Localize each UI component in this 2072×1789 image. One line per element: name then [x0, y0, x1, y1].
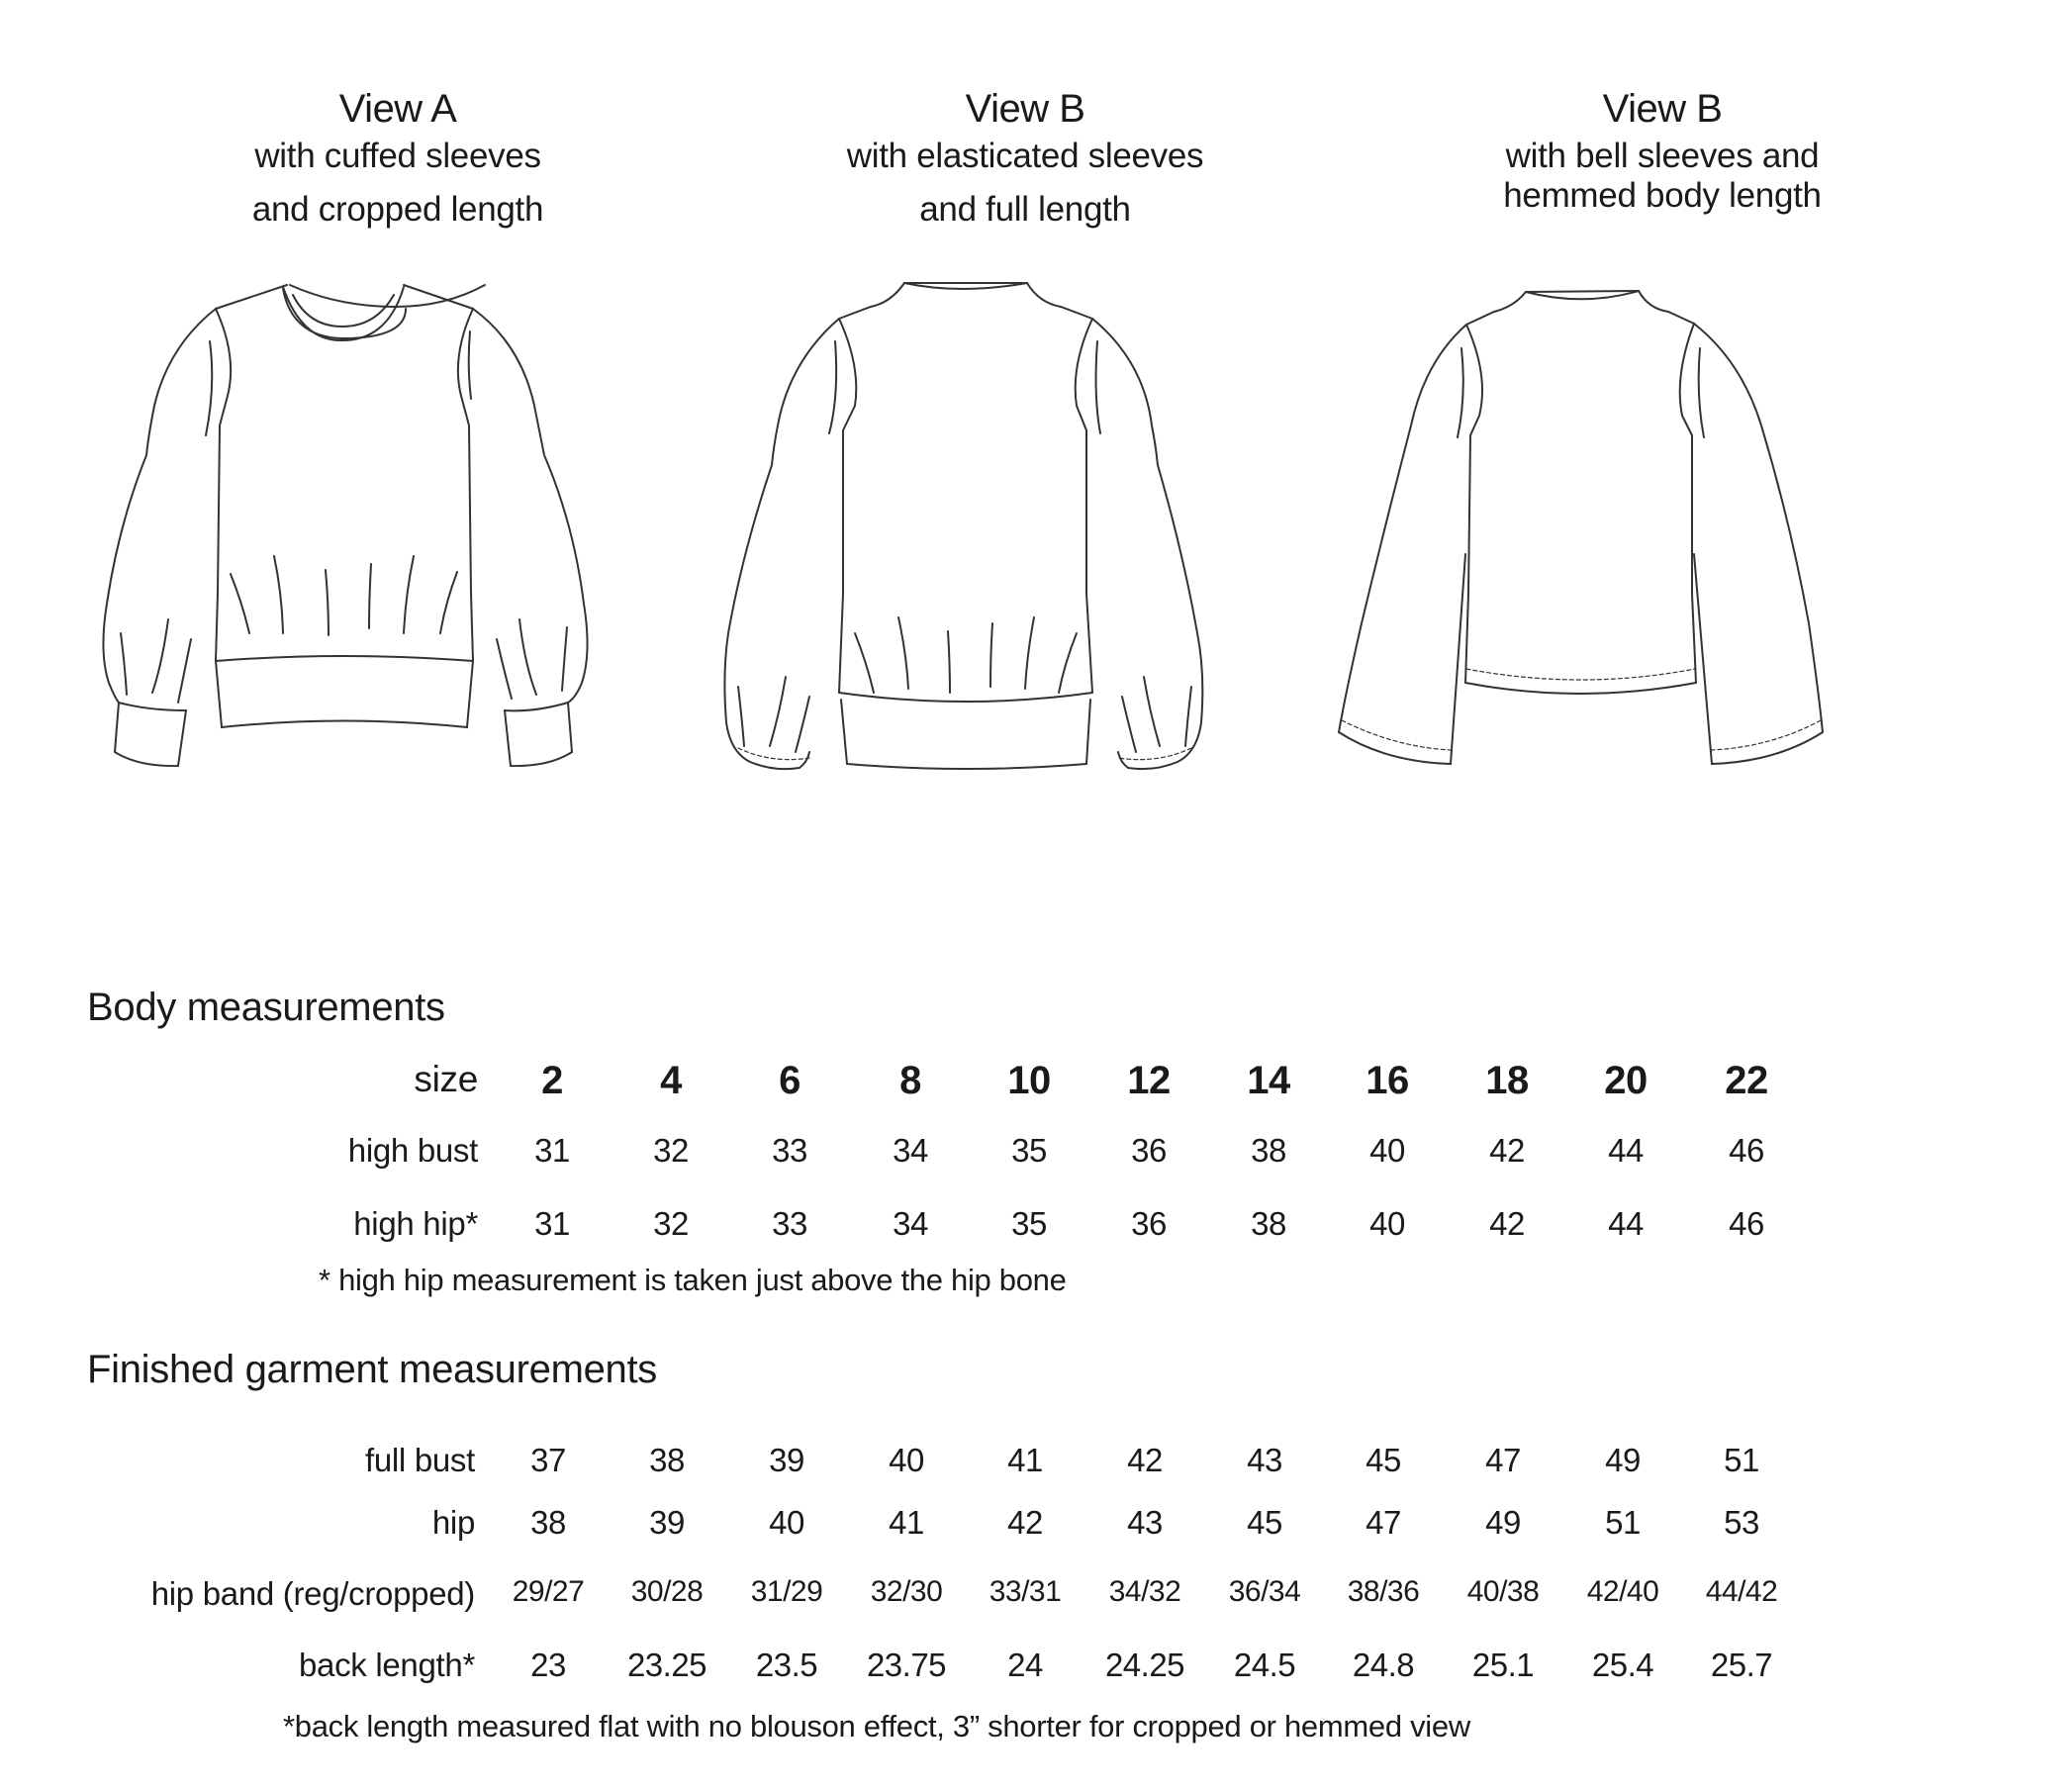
value-cell: 42 [1007, 1504, 1043, 1541]
value-cell: 23.5 [755, 1647, 818, 1683]
value-cell: 47 [1485, 1442, 1521, 1478]
value-cell: 51 [1605, 1504, 1641, 1541]
value-cell: 36 [1131, 1205, 1167, 1242]
size-cell: 14 [1247, 1059, 1290, 1102]
value-cell: 49 [1485, 1504, 1521, 1541]
value-cell: 24.5 [1233, 1647, 1296, 1683]
value-cell: 37 [530, 1442, 566, 1478]
value-cell: 24 [1007, 1647, 1043, 1683]
value-cell: 42/40 [1586, 1575, 1659, 1608]
size-cell: 16 [1366, 1059, 1409, 1102]
size-cell: 22 [1725, 1059, 1768, 1102]
sweater-view-a-illustration [89, 267, 732, 881]
value-cell: 38 [1251, 1205, 1286, 1242]
view-a-subtitle-2: and cropped length [251, 190, 544, 229]
value-cell: 45 [1366, 1442, 1401, 1478]
value-cell: 31/29 [750, 1575, 823, 1608]
value-cell: 47 [1366, 1504, 1401, 1541]
view-a-subtitle-1: with cuffed sleeves [254, 137, 541, 175]
value-cell: 31 [534, 1132, 570, 1169]
value-cell: 38 [649, 1442, 685, 1478]
value-cell: 38 [1251, 1132, 1286, 1169]
value-cell: 44 [1608, 1132, 1644, 1169]
value-cell: 34 [893, 1132, 928, 1169]
value-cell: 29/27 [512, 1575, 585, 1608]
full-bust-row [0, 1442, 2072, 1491]
body-measurements-heading: Body measurements [87, 986, 445, 1029]
high-bust-row [0, 1132, 2072, 1181]
size-cell: 12 [1127, 1059, 1171, 1102]
row-label: full bust [364, 1442, 475, 1478]
value-cell: 25.7 [1710, 1647, 1773, 1683]
size-cell: 2 [541, 1059, 563, 1102]
value-cell: 45 [1247, 1504, 1282, 1541]
value-cell: 40 [889, 1442, 924, 1478]
value-cell: 25.1 [1471, 1647, 1535, 1683]
size-cell: 6 [779, 1059, 801, 1102]
hip-band-row [0, 1575, 2072, 1625]
value-cell: 44/42 [1705, 1575, 1778, 1608]
hip-row [0, 1504, 2072, 1554]
value-cell: 40/38 [1466, 1575, 1540, 1608]
finished-measurements-heading: Finished garment measurements [87, 1348, 658, 1391]
size-cell: 18 [1485, 1059, 1529, 1102]
value-cell: 36/34 [1228, 1575, 1301, 1608]
size-label: size [414, 1059, 478, 1099]
value-cell: 53 [1724, 1504, 1759, 1541]
value-cell: 42 [1489, 1132, 1525, 1169]
high-hip-row [0, 1205, 2072, 1255]
size-cell: 20 [1604, 1059, 1648, 1102]
value-cell: 23.75 [866, 1647, 947, 1683]
row-label: hip [431, 1504, 475, 1541]
view-b-title: View B [965, 87, 1085, 131]
value-cell: 43 [1127, 1504, 1163, 1541]
value-cell: 30/28 [630, 1575, 704, 1608]
value-cell: 42 [1127, 1442, 1163, 1478]
view-b-bell-subtitle-2: hemmed body length [1503, 176, 1822, 215]
value-cell: 32/30 [870, 1575, 943, 1608]
size-cell: 8 [899, 1059, 921, 1102]
value-cell: 44 [1608, 1205, 1644, 1242]
value-cell: 42 [1489, 1205, 1525, 1242]
row-label: high hip* [353, 1205, 478, 1242]
view-b-subtitle-2: and full length [919, 190, 1131, 229]
sweater-view-b-bell-illustration [1326, 267, 1999, 881]
value-cell: 32 [653, 1205, 689, 1242]
row-label: hip band (reg/cropped) [150, 1575, 475, 1612]
value-cell: 31 [534, 1205, 570, 1242]
view-b-bell-subtitle-1: with bell sleeves and [1505, 137, 1820, 175]
value-cell: 49 [1605, 1442, 1641, 1478]
value-cell: 40 [1369, 1132, 1405, 1169]
view-a-title: View A [338, 87, 457, 131]
row-label: high bust [347, 1132, 478, 1169]
value-cell: 43 [1247, 1442, 1282, 1478]
value-cell: 35 [1011, 1132, 1047, 1169]
value-cell: 23.25 [626, 1647, 707, 1683]
back-length-footnote: *back length measured flat with no blouson effect, 3” shorter for cropped or hemmed view [283, 1709, 1470, 1743]
value-cell: 38/36 [1347, 1575, 1420, 1608]
value-cell: 36 [1131, 1132, 1167, 1169]
value-cell: 40 [769, 1504, 804, 1541]
row-label: back length* [298, 1647, 475, 1683]
view-b-bell-title: View B [1602, 87, 1723, 131]
size-cell: 4 [660, 1059, 682, 1102]
value-cell: 33 [772, 1132, 807, 1169]
value-cell: 51 [1724, 1442, 1759, 1478]
value-cell: 23 [530, 1647, 566, 1683]
value-cell: 38 [530, 1504, 566, 1541]
value-cell: 34/32 [1108, 1575, 1181, 1608]
value-cell: 24.8 [1352, 1647, 1415, 1683]
value-cell: 39 [649, 1504, 685, 1541]
sweater-view-b-illustration [712, 267, 1346, 881]
view-b-caption [708, 85, 1342, 230]
value-cell: 33 [772, 1205, 807, 1242]
value-cell: 35 [1011, 1205, 1047, 1242]
size-cell: 10 [1007, 1059, 1051, 1102]
value-cell: 33/31 [989, 1575, 1062, 1608]
value-cell: 41 [1007, 1442, 1043, 1478]
value-cell: 46 [1729, 1132, 1764, 1169]
value-cell: 24.25 [1104, 1647, 1185, 1683]
view-b-bell-caption [1346, 85, 1979, 216]
value-cell: 25.4 [1591, 1647, 1654, 1683]
high-hip-footnote: * high hip measurement is taken just above the hip bone [319, 1263, 1067, 1297]
view-b-subtitle-1: with elasticated sleeves [846, 137, 1204, 175]
value-cell: 40 [1369, 1205, 1405, 1242]
view-a-caption [81, 85, 714, 230]
value-cell: 34 [893, 1205, 928, 1242]
value-cell: 32 [653, 1132, 689, 1169]
value-cell: 39 [769, 1442, 804, 1478]
back-length-row [0, 1647, 2072, 1696]
size-row [0, 1059, 2072, 1108]
value-cell: 41 [889, 1504, 924, 1541]
value-cell: 46 [1729, 1205, 1764, 1242]
